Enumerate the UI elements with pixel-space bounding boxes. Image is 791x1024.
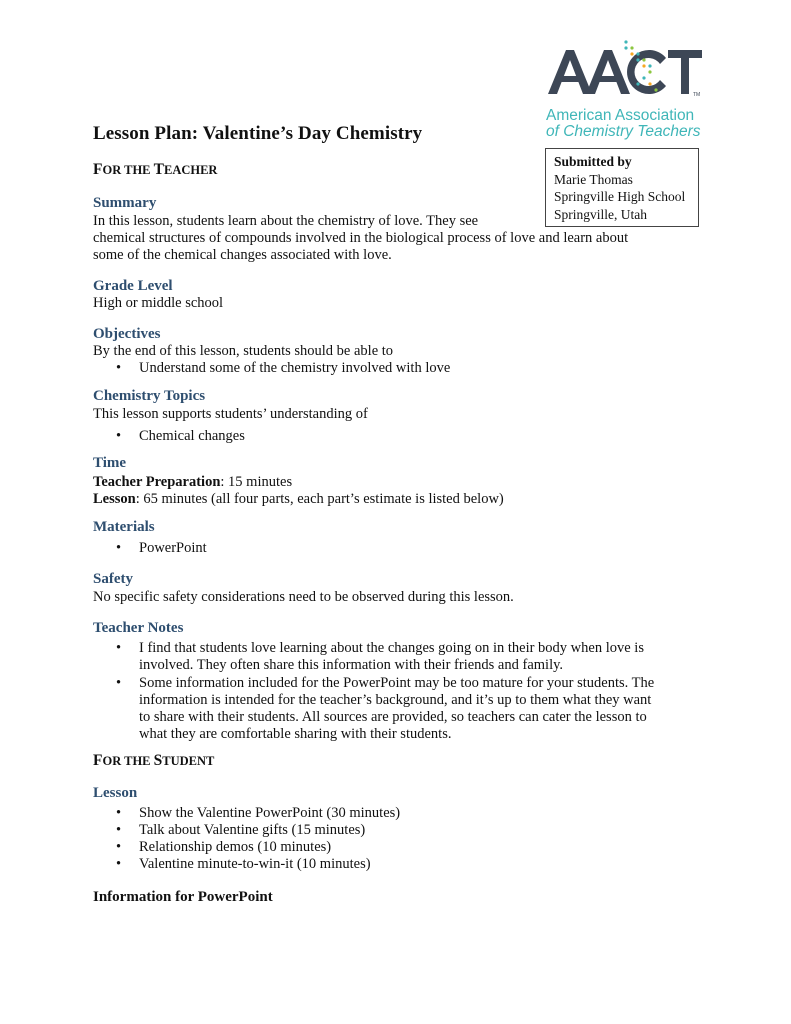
teacher-notes-heading: Teacher Notes — [93, 620, 184, 636]
chemistry-topics-heading: Chemistry Topics — [93, 388, 206, 404]
list-item: • Chemical changes — [116, 428, 245, 444]
for-the-student-heading: FOR THE STUDENT — [93, 752, 215, 769]
summary-text: In this lesson, students learn about the chemistry of love. They see chemical structures of compounds involved in the biological process of love and learn about some of the chemical changes associated with love. — [93, 213, 629, 263]
aact-logo — [546, 36, 706, 140]
submitter-name: Marie Thomas — [554, 171, 633, 187]
time-heading: Time — [93, 455, 127, 471]
materials-list — [93, 540, 207, 557]
list-item: • Some information included for the PowerPoint may be too mature for your students. The information is intended for the teacher’s background, and it’s up to them what they want to share with their students. All sources are provided, so teachers can cater the lesson to what they are comfortable sharing with their students. — [116, 675, 655, 742]
submitter-location: Springville, Utah — [554, 206, 647, 222]
list-item: • I find that students love learning about the changes going on in their body when love is involved. They often share this information with their friends and family. — [116, 640, 644, 673]
list-item: • Valentine minute-to-win-it (10 minutes) — [116, 856, 371, 872]
logo-line-1: American Association — [546, 107, 695, 124]
list-item: • Show the Valentine PowerPoint (30 minutes) — [116, 805, 401, 821]
aact-logo-mark — [546, 36, 706, 98]
information-for-powerpoint-heading: Information for PowerPoint — [93, 889, 273, 905]
page-title: Lesson Plan: Valentine’s Day Chemistry — [93, 123, 423, 144]
lesson-list — [93, 805, 400, 873]
for-the-teacher-heading: FOR THE TEACHER — [93, 161, 218, 178]
teacher-notes-list — [93, 640, 654, 743]
list-item: • Relationship demos (10 minutes) — [116, 839, 332, 855]
list-item: • PowerPoint — [116, 540, 207, 556]
teacher-preparation-time: Teacher Preparation: 15 minutes — [93, 474, 293, 490]
objectives-heading: Objectives — [93, 326, 161, 342]
list-item: • Talk about Valentine gifts (15 minutes) — [116, 822, 366, 838]
svg-text:TM: TM — [693, 92, 701, 98]
safety-text: No specific safety considerations need to be observed during this lesson. — [93, 589, 514, 605]
list-item: • Understand some of the chemistry involved with love — [116, 360, 451, 376]
lesson-time: Lesson: 65 minutes (all four parts, each part’s estimate is listed below) — [93, 491, 504, 507]
objectives-list — [93, 360, 450, 377]
materials-heading: Materials — [93, 519, 155, 535]
safety-heading: Safety — [93, 571, 133, 587]
submitted-by-label: Submitted by — [554, 154, 632, 169]
logo-line-2: of Chemistry Teachers — [546, 123, 701, 140]
chemistry-topics-intro: This lesson supports students’ understanding of — [93, 406, 368, 422]
submitter-school: Springville High School — [554, 189, 686, 204]
grade-level-text: High or middle school — [93, 295, 224, 311]
objectives-intro: By the end of this lesson, students should be able to — [93, 343, 394, 359]
lesson-heading: Lesson — [93, 785, 138, 801]
grade-level-heading: Grade Level — [93, 278, 173, 294]
summary-heading: Summary — [93, 195, 157, 211]
chemistry-topics-list — [93, 428, 245, 445]
